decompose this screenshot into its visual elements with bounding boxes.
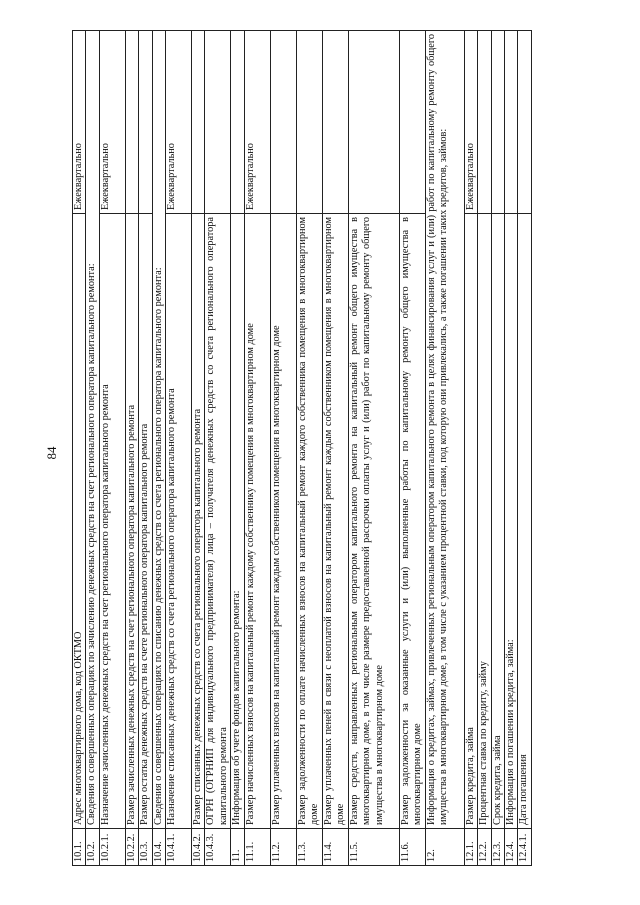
item-periodicity (296, 31, 322, 214)
item-description: Размер зачисленных денежных средств на счет регионального оператора капитального ремонта (125, 214, 138, 829)
table-row (464, 31, 477, 866)
item-number: 10.3. (139, 829, 152, 866)
item-number: 12.3. (491, 829, 504, 866)
item-periodicity (270, 31, 296, 214)
item-description: ОГРН (ОГРНИП для индивидуального предпринимателя) лица – получателя денежных средств со счета регионального оператора капитального ремонта (205, 214, 231, 829)
table-row (205, 31, 231, 866)
item-periodicity: Ежеквартально (73, 31, 86, 214)
item-description: Дата погашения (518, 214, 531, 829)
item-description: Процентная ставка по кредиту, займу (478, 214, 491, 829)
table-row (139, 31, 152, 866)
item-periodicity (491, 31, 504, 214)
item-periodicity (399, 31, 425, 214)
item-periodicity (125, 31, 138, 214)
item-periodicity: Ежеквартально (244, 31, 270, 214)
item-periodicity (139, 31, 152, 214)
item-number: 11. (231, 829, 244, 866)
table-row (491, 31, 504, 866)
item-description: Адрес многоквартирного дома, код ОКТМО (73, 214, 86, 829)
item-description: Сведения о совершенных операциях по списанию денежных средств со счета регионального оператора капитального ремонта: (152, 31, 165, 829)
table-row (244, 31, 270, 866)
item-number: 11.3. (296, 829, 322, 866)
table-row (348, 31, 399, 866)
item-number: 12.4.1. (518, 829, 531, 866)
item-number: 10.4.1. (166, 829, 192, 866)
item-description: Размер списанных денежных средств со счета регионального оператора капитального ремонта (192, 214, 205, 829)
item-periodicity (478, 31, 491, 214)
item-number: 12. (425, 829, 464, 866)
table-row (166, 31, 192, 866)
item-description: Размер кредита, займа (464, 214, 477, 829)
item-number: 11.5. (348, 829, 399, 866)
item-description: Размер уплаченных взносов на капитальный ремонт каждым собственником помещения в многоквартирном доме (270, 214, 296, 829)
item-number: 10.2.2. (125, 829, 138, 866)
item-description: Размер остатка денежных средств на счете регионального оператора капитального ремонта (139, 214, 152, 829)
table-row (231, 31, 244, 866)
table-row (505, 31, 518, 866)
table-row (478, 31, 491, 866)
item-periodicity (231, 31, 244, 214)
item-description: Назначение зачисленных денежных средств на счет регионального оператора капитального ремонта (99, 214, 125, 829)
item-description: Размер начисленных взносов на капитальный ремонт каждому собственнику помещения в многоквартирном доме (244, 214, 270, 829)
table-row (86, 31, 99, 866)
table-row (518, 31, 531, 866)
item-description: Информация о кредитах, займах, привлеченных региональным оператором капитального ремонта в целях финансирования услуг и (или) работ по капитальному ремонту общего имущества в многоквартирном доме, в том числе с указанием процентной ставки, под которую они привлекались, а также погашении таких кредитов, займов: (425, 31, 464, 829)
table-row (73, 31, 86, 866)
item-periodicity (205, 31, 231, 214)
table-row (296, 31, 322, 866)
item-periodicity: Ежеквартально (464, 31, 477, 214)
item-number: 11.2. (270, 829, 296, 866)
item-number: 11.6. (399, 829, 425, 866)
disclosure-table (72, 30, 532, 866)
table-row (425, 31, 464, 866)
item-number: 11.4. (322, 829, 348, 866)
item-description: Размер средств, направленных региональным оператором капитального ремонта на капитальный ремонт общего имущества в многоквартирном доме, в том числе размере предоставленной рассрочки оплаты услуг и (или) работ по капитальному ремонту общего имущества в многоквартирном доме (348, 214, 399, 829)
item-number: 11.1. (244, 829, 270, 866)
item-periodicity (192, 31, 205, 214)
table-row (399, 31, 425, 866)
table-row (99, 31, 125, 866)
item-periodicity (505, 31, 518, 214)
item-description: Назначение списанных денежных средств со счета регионального оператора капитального ремонта (166, 214, 192, 829)
item-description: Информация о погашении кредита, займа: (505, 214, 518, 829)
item-description: Размер задолженности за оказанные услуги и (или) выполненные работы по капитальному ремонту общего имущества в многоквартирном доме (399, 214, 425, 829)
item-number: 12.4. (505, 829, 518, 866)
item-periodicity (322, 31, 348, 214)
table-row (125, 31, 138, 866)
rotated-table-container (72, 34, 530, 866)
page-number: 84 (44, 446, 59, 460)
item-periodicity: Ежеквартально (99, 31, 125, 214)
item-description: Информация об учете фондов капитального ремонта: (231, 214, 244, 829)
item-number: 10.2.1. (99, 829, 125, 866)
item-number: 12.1. (464, 829, 477, 866)
table-row (270, 31, 296, 866)
item-number: 10.1. (73, 829, 86, 866)
item-number: 10.4.2. (192, 829, 205, 866)
table-row (322, 31, 348, 866)
item-periodicity: Ежеквартально (166, 31, 192, 214)
item-number: 10.4.3. (205, 829, 231, 866)
item-periodicity (348, 31, 399, 214)
table-row (192, 31, 205, 866)
item-description: Размер задолженности по оплате начисленных взносов на капитальный ремонт каждого собственника помещения в многоквартирном доме (296, 214, 322, 829)
table-row (152, 31, 165, 866)
item-description: Сведения о совершенных операциях по зачислению денежных средств на счет регионального оператора капитального ремонта: (86, 31, 99, 829)
item-number: 10.4. (152, 829, 165, 866)
item-periodicity (518, 31, 531, 214)
item-number: 12.2. (478, 829, 491, 866)
item-description: Размер уплаченных пеней в связи с неоплатой взносов на капитальный ремонт каждым собственником помещения в многоквартирном доме (322, 214, 348, 829)
item-description: Срок кредита, займа (491, 214, 504, 829)
item-number: 10.2. (86, 829, 99, 866)
